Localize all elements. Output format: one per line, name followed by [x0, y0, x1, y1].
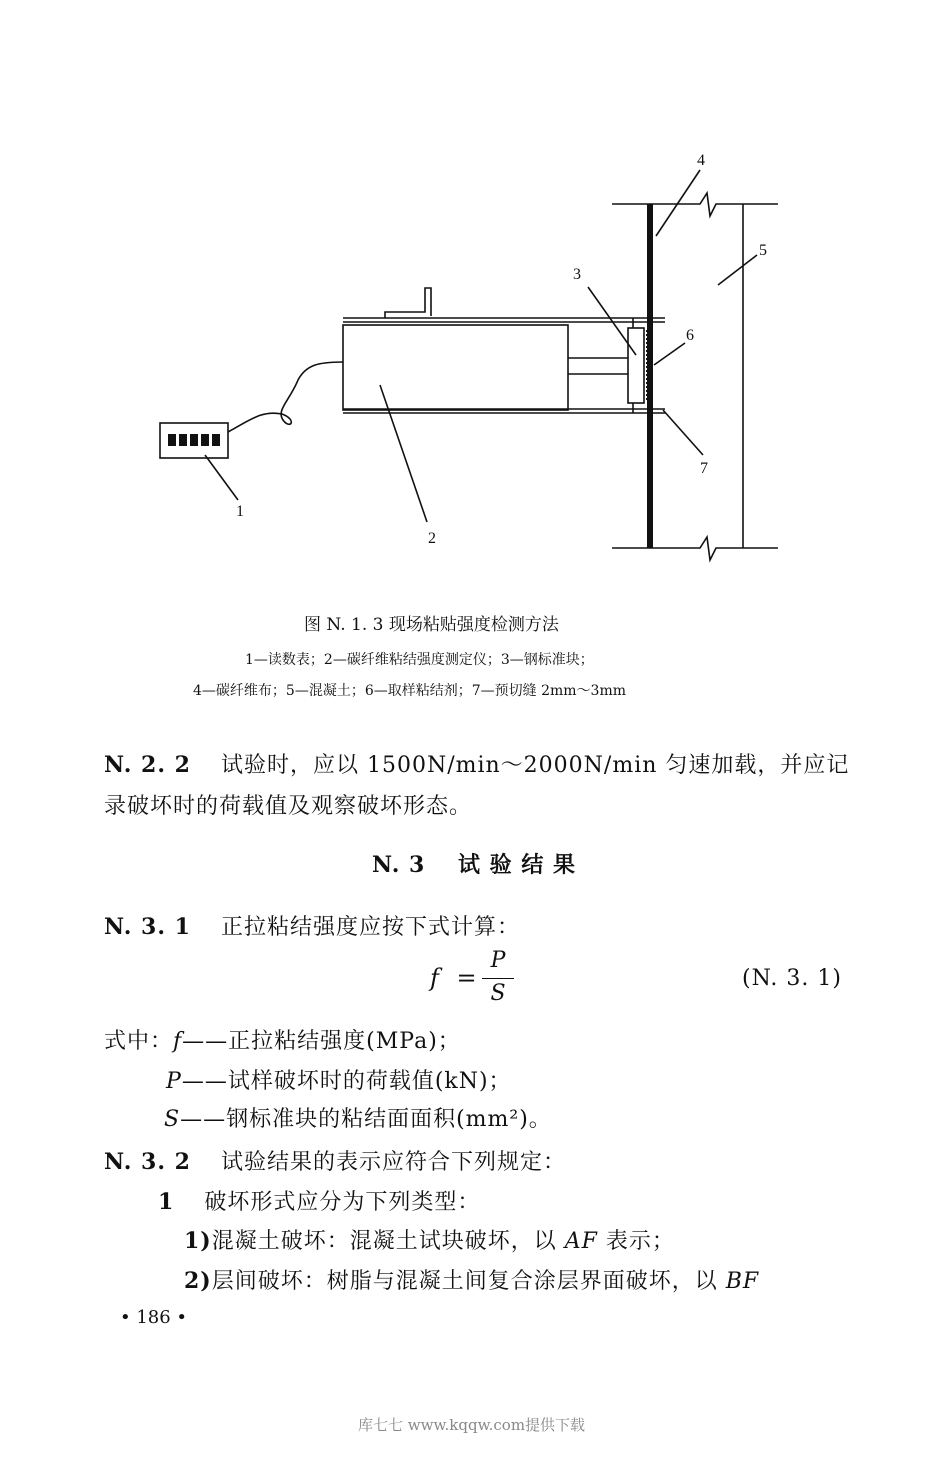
- where-line-p: [166, 1064, 512, 1095]
- where-line-s: [164, 1102, 552, 1133]
- where-line-f: [104, 1024, 461, 1055]
- sub-item-tail: 表示；: [597, 1229, 675, 1254]
- section-heading-n3: [372, 848, 576, 879]
- sub-item-1: [184, 1224, 675, 1255]
- sub-item-2: [184, 1264, 759, 1295]
- sub-item-code: BF: [725, 1269, 760, 1294]
- where-desc: ——钢标准块的粘结面面积(mm²)。: [180, 1107, 552, 1132]
- label-7: 7: [700, 460, 708, 477]
- page-number: • 186 •: [120, 1307, 188, 1328]
- figure-caption: 图 N. 1. 3 现场粘贴强度检测方法: [304, 615, 559, 635]
- item-number: 1: [158, 1189, 175, 1215]
- formula-denominator: S: [490, 981, 506, 1006]
- clause-number: N. 2. 2: [104, 752, 191, 778]
- figure-legend-line-1: 1—读数表；2—碳纤维粘结强度测定仪；3—钢标准块；: [245, 652, 594, 668]
- where-symbol: f: [173, 1029, 183, 1054]
- formula-f: f: [430, 964, 440, 992]
- readout-cable: [228, 362, 343, 432]
- formula-numerator: P: [490, 948, 506, 973]
- formula-equals: =: [456, 964, 478, 992]
- sub-item-text: 混凝土破坏：混凝土试块破坏，以: [211, 1229, 565, 1254]
- sub-item-code: AF: [564, 1229, 598, 1254]
- tester-body: [343, 325, 568, 410]
- steel-standard-block: [628, 328, 644, 403]
- sub-item-number: 2): [184, 1268, 212, 1294]
- where-desc: ——正拉粘结强度(MPa)；: [182, 1029, 461, 1054]
- test-apparatus-diagram: [0, 0, 950, 600]
- clause-text: 试验时，应以 1500N/min～2000N/min 匀速加载，并应记: [220, 753, 850, 778]
- label-1: 1: [236, 503, 244, 520]
- label-6: 6: [686, 327, 694, 344]
- label-5: 5: [759, 242, 767, 259]
- clause-n22-line2: 录破坏时的荷载值及观察破坏形态。: [104, 794, 473, 819]
- label-4: 4: [697, 152, 705, 169]
- where-symbol: S: [164, 1107, 181, 1132]
- where-symbol: P: [166, 1069, 182, 1094]
- formula-number: (N. 3. 1): [742, 966, 842, 991]
- clause-n31: [104, 910, 520, 941]
- clause-text: 试验结果的表示应符合下列规定：: [220, 1150, 566, 1175]
- clause-n22-line1: [104, 748, 849, 779]
- fraction-bar: [482, 978, 514, 979]
- formula-fraction: [478, 948, 518, 1009]
- footer-watermark: 库七七 www.kqqw.com提供下载: [358, 1416, 586, 1434]
- item-text: 破坏形式应分为下列类型：: [204, 1190, 481, 1215]
- label-2: 2: [428, 530, 436, 547]
- clause-number: N. 3. 2: [104, 1149, 191, 1175]
- clause-n32: [104, 1145, 566, 1176]
- concrete-top-edge: [612, 193, 778, 216]
- section-number: N. 3: [372, 852, 426, 878]
- formula-lhs: [430, 964, 478, 992]
- clause-text: 正拉粘结强度应按下式计算：: [220, 915, 520, 940]
- tester-handle: [385, 288, 431, 318]
- label-3: 3: [573, 266, 581, 283]
- sub-item-text: 层间破坏：树脂与混凝土间复合涂层界面破坏，以: [211, 1269, 726, 1294]
- clause-number: N. 3. 1: [104, 914, 191, 940]
- where-prefix: 式中：: [104, 1029, 174, 1054]
- figure-legend-line-2: 4—碳纤维布；5—混凝土；6—取样粘结剂；7—预切缝 2mm～3mm: [193, 683, 626, 699]
- sub-item-number: 1): [184, 1228, 212, 1254]
- section-title: 试 验 结 果: [458, 852, 576, 878]
- concrete-bottom-edge: [612, 537, 778, 560]
- readout-digits: [168, 434, 220, 446]
- where-desc: ——试样破坏时的荷载值(kN)；: [181, 1069, 512, 1094]
- item-1: [158, 1185, 480, 1216]
